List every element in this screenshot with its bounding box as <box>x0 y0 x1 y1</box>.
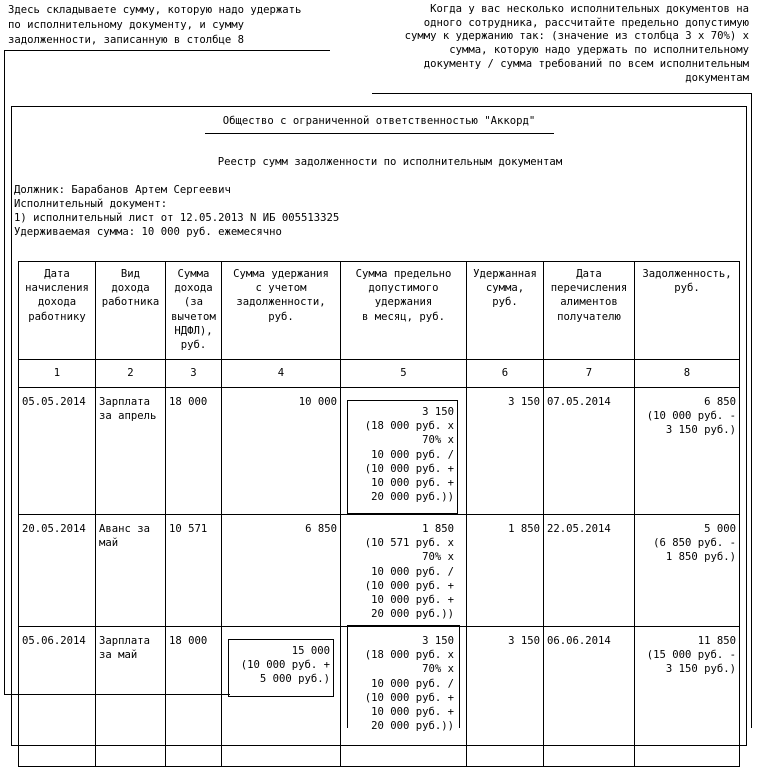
header-debt: Задолженность, руб. <box>635 262 740 360</box>
register-table <box>18 261 740 767</box>
organization-underline <box>205 133 554 134</box>
header-transfer-date: Дата перечисления алиментов получателю <box>544 262 635 360</box>
table-row <box>19 515 740 627</box>
right-annotation-underline <box>372 93 751 94</box>
column-number-row <box>19 360 740 388</box>
cell-transfer-date: 07.05.2014 <box>544 388 635 515</box>
executive-document-label: Исполнительный документ: <box>14 198 168 210</box>
column-number: 7 <box>544 360 635 388</box>
cell-transfer-date: 22.05.2014 <box>544 515 635 627</box>
withholding-with-debt-box: 15 000 (10 000 руб. + 5 000 руб.) <box>228 639 334 697</box>
header-withheld-amount: Удержанная сумма, руб. <box>467 262 544 360</box>
left-annotation: Здесь складываете сумму, которую надо удержать по исполнительному документу, и сумму задолженности, записанную в столбце 8 <box>8 4 302 46</box>
cell-withheld-amount: 3 150 <box>467 627 544 767</box>
executive-document-item: 1) исполнительный лист от 12.05.2013 N ИБ 005513325 <box>14 212 340 224</box>
cell-income-amount: 18 000 <box>166 627 222 767</box>
cell-withheld-amount: 1 850 <box>467 515 544 627</box>
cell-withheld-amount: 3 150 <box>467 388 544 515</box>
column-number: 1 <box>19 360 96 388</box>
header-income-date: Дата начисления дохода работнику <box>19 262 96 360</box>
max-withholding-box-left <box>347 625 348 728</box>
column-number: 4 <box>222 360 341 388</box>
cell-debt: 6 850 (10 000 руб. - 3 150 руб.) <box>635 388 740 515</box>
cell-income-type: Зарплата за май <box>96 627 166 767</box>
right-annotation-leader <box>751 93 752 728</box>
cell-withholding-amount <box>222 627 341 767</box>
header-row <box>19 262 740 360</box>
cell-max-withholding: 1 850 (10 571 руб. x 70% x 10 000 руб. / (10 000 руб. + 10 000 руб. + 20 000 руб.)) <box>341 515 467 627</box>
max-withholding-box-top <box>347 625 459 626</box>
right-annotation: Когда у вас несколько исполнительных документов на одного сотрудника, рассчитайте предельно допустимую сумму к удержанию так: (значение из столбца 3 x 70%) x сумма, которую надо удержать по исполнительному документу / сумма требований по всем исполнительным документам <box>404 3 749 84</box>
column-number: 8 <box>635 360 740 388</box>
cell-transfer-date: 06.06.2014 <box>544 627 635 767</box>
header-max-withholding: Сумма предельно допустимого удержания в месяц, руб. <box>341 262 467 360</box>
cell-max-withholding <box>341 388 467 515</box>
left-annotation-underline <box>4 50 330 51</box>
column-number: 5 <box>341 360 467 388</box>
header-income-type: Вид дохода работника <box>96 262 166 360</box>
cell-income-amount: 10 571 <box>166 515 222 627</box>
register-title: Реестр сумм задолженности по исполнительным документам <box>217 156 563 168</box>
table-row <box>19 627 740 767</box>
max-withholding-calculation: 3 150 (18 000 руб. x 70% x 10 000 руб. / (10 000 руб. + 10 000 руб. + 20 000 руб.)) <box>347 400 458 514</box>
header-withholding-amount: Сумма удержания с учетом задолженности, руб. <box>222 262 341 360</box>
column-number: 2 <box>96 360 166 388</box>
cell-income-date: 05.05.2014 <box>19 388 96 515</box>
cell-income-date: 05.06.2014 <box>19 627 96 767</box>
withholding-amount: Удерживаемая сумма: 10 000 руб. ежемесячно <box>14 226 282 238</box>
cell-debt: 5 000 (6 850 руб. - 1 850 руб.) <box>635 515 740 627</box>
column-number: 3 <box>166 360 222 388</box>
left-annotation-leader <box>4 50 5 694</box>
max-withholding-box-right <box>459 625 460 728</box>
cell-withholding-amount: 10 000 <box>222 388 341 515</box>
table-row <box>19 388 740 515</box>
cell-income-date: 20.05.2014 <box>19 515 96 627</box>
cell-income-type: Зарплата за апрель <box>96 388 166 515</box>
header-income-amount: Сумма дохода (за вычетом НДФЛ), руб. <box>166 262 222 360</box>
cell-income-type: Аванс за май <box>96 515 166 627</box>
cell-max-withholding: 3 150 (18 000 руб. x 70% x 10 000 руб. / (10 000 руб. + 10 000 руб. + 20 000 руб.)) <box>341 627 467 767</box>
organization-name: Общество с ограниченной ответственностью "Аккорд" <box>222 115 536 127</box>
debtor-line: Должник: Барабанов Артем Сергеевич <box>14 184 231 196</box>
cell-withholding-amount: 6 850 <box>222 515 341 627</box>
column-number: 6 <box>467 360 544 388</box>
cell-income-amount: 18 000 <box>166 388 222 515</box>
cell-debt: 11 850 (15 000 руб. - 3 150 руб.) <box>635 627 740 767</box>
